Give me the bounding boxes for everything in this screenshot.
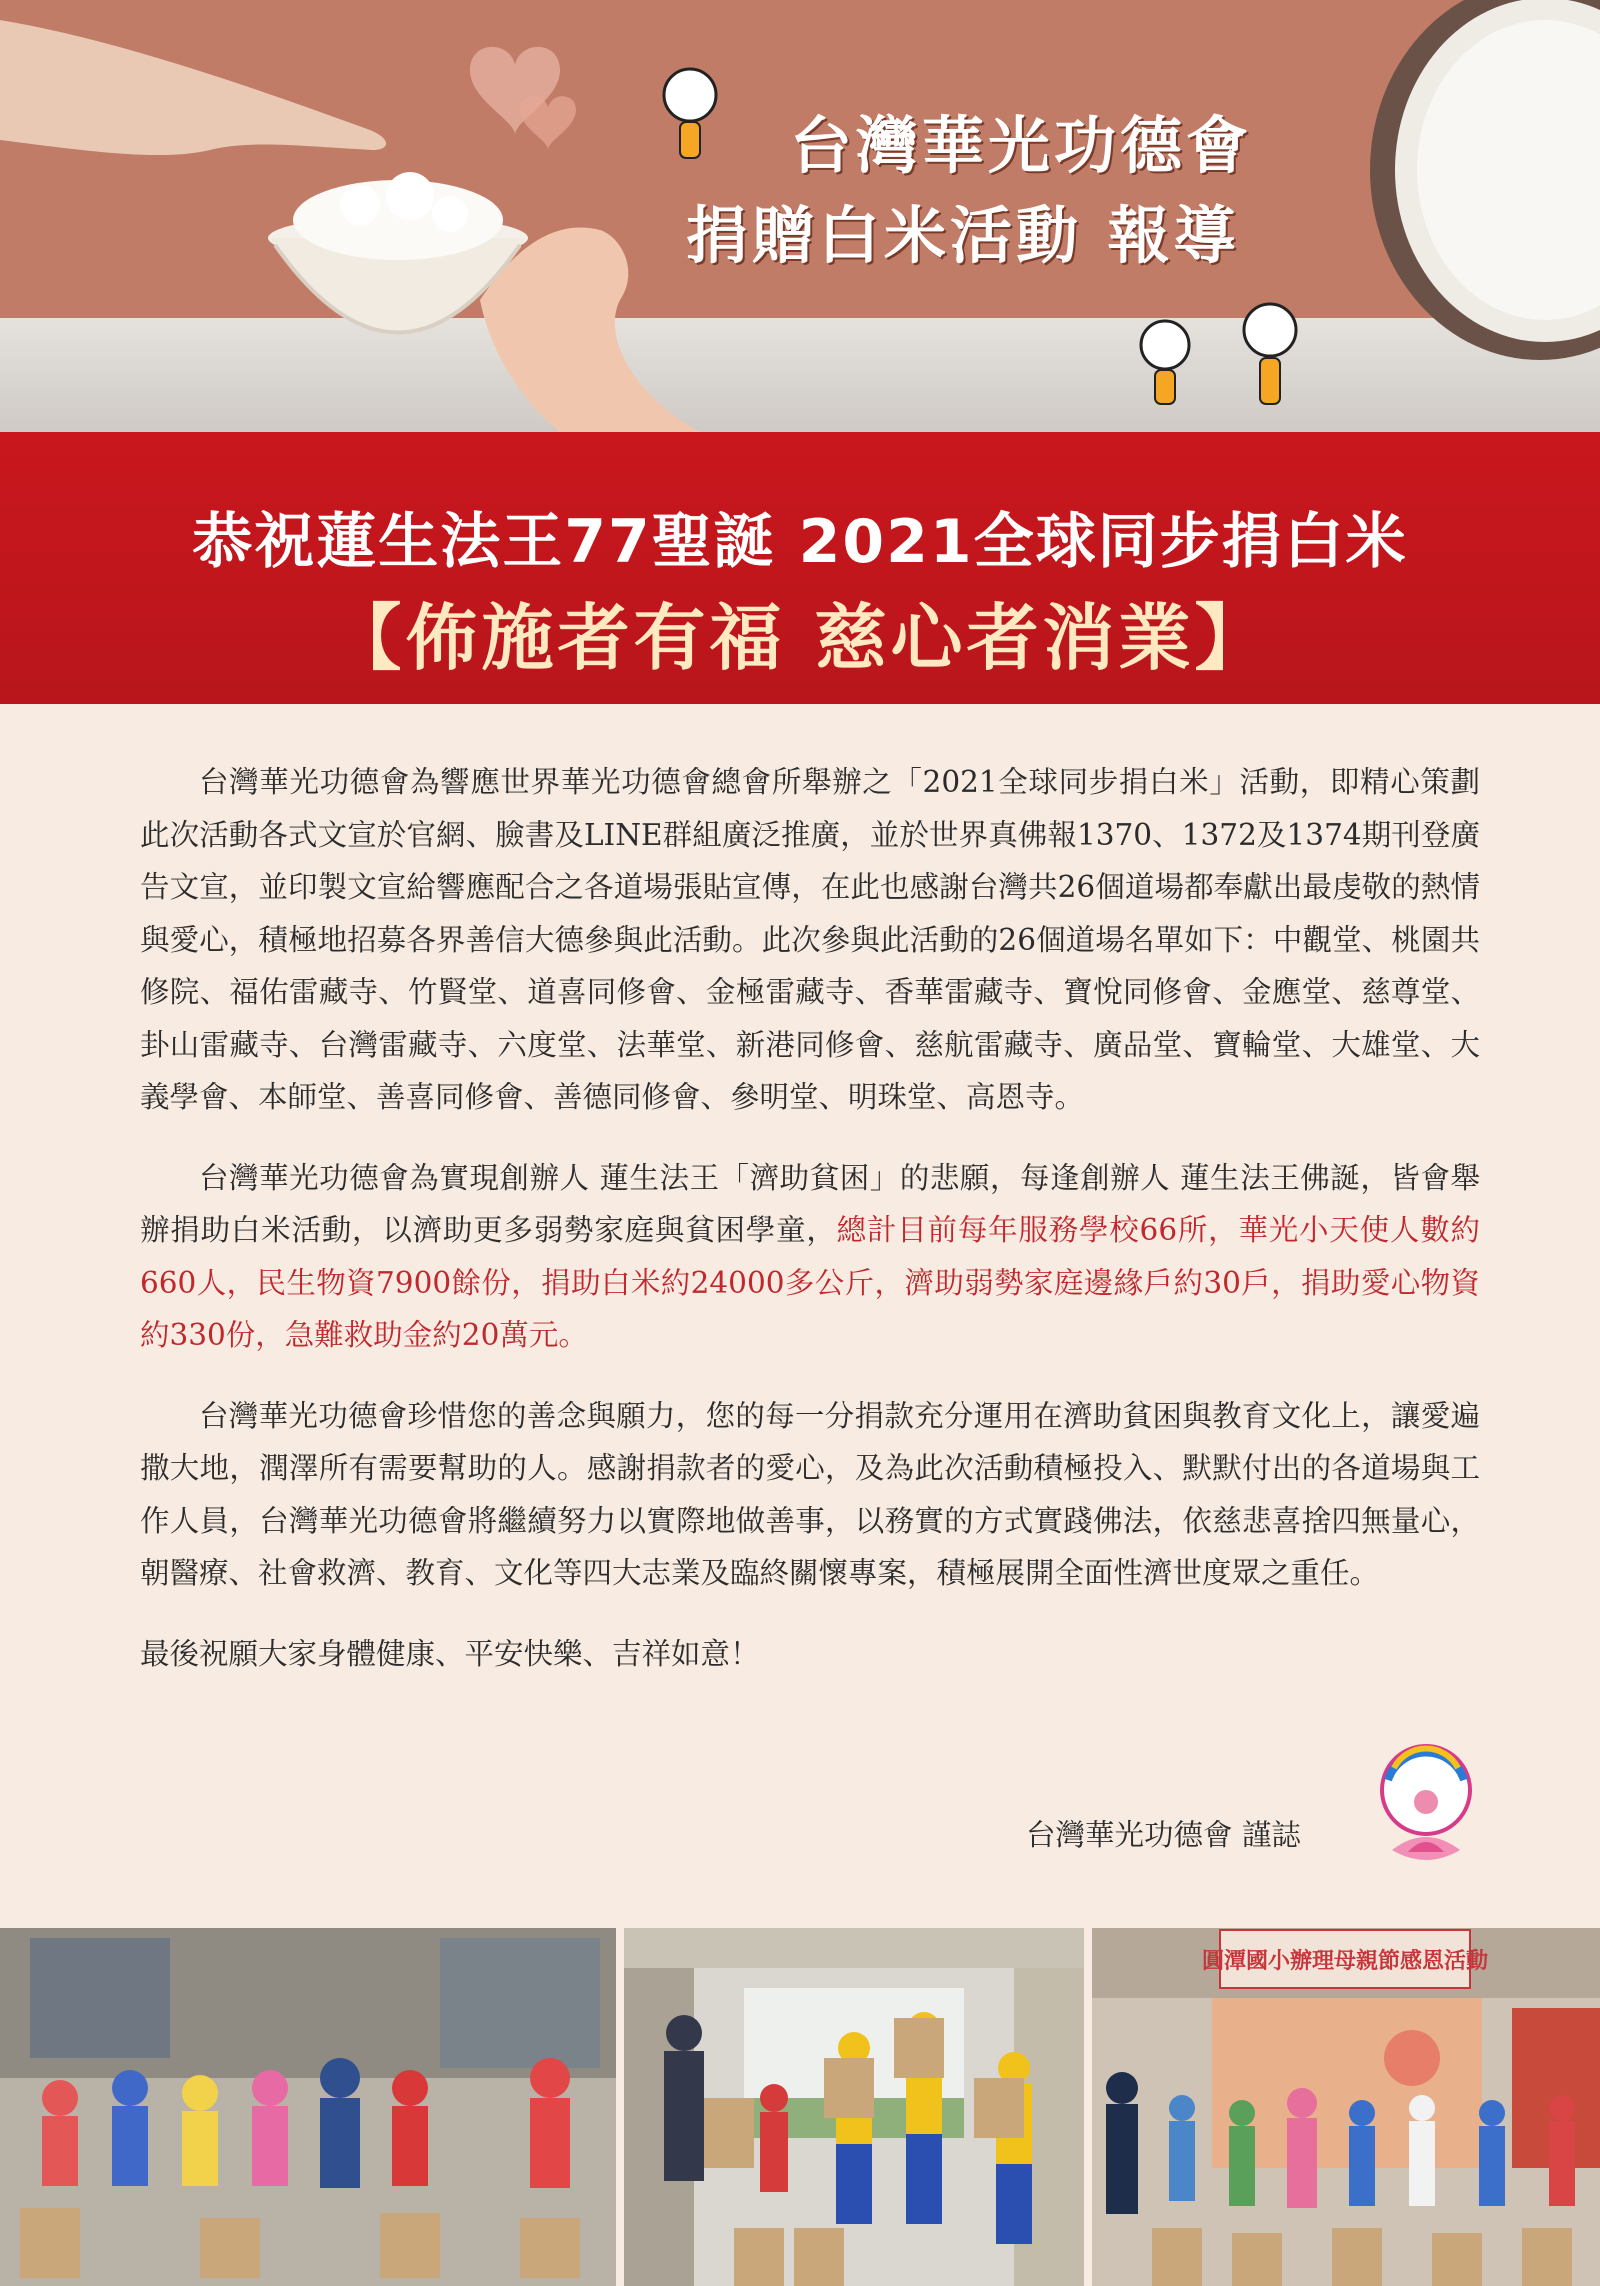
- event-photo: [0, 1928, 616, 2286]
- header-title-line2: 捐贈白米活動 報導: [686, 199, 1240, 272]
- heart-icon: [520, 96, 576, 150]
- highlight-statistics: 總計目前每年服務學校66所，華光小天使人數約660人，民生物資7900餘份，捐助白米約24000多公斤，濟助弱勢家庭邊緣戶約30戶，捐助愛心物資約330份，急難救助金約20萬元。: [140, 1213, 1480, 1352]
- cartoon-character-icon: [1244, 304, 1296, 356]
- closing-blessing: 最後祝願大家身體健康、平安快樂、吉祥如意！: [140, 1636, 760, 1671]
- cartoon-character-icon: [664, 69, 716, 121]
- hand-illustration: [0, 20, 386, 155]
- header-title-line1: 台灣華光功德會: [790, 109, 1253, 182]
- article-body: [140, 756, 1480, 1680]
- photo-strip: [0, 1928, 1600, 2286]
- organization-seal: [1374, 1740, 1478, 1876]
- event-photo: [624, 1928, 1084, 2286]
- header-banner: [0, 0, 1600, 432]
- red-banner: [0, 432, 1600, 704]
- event-photo: [1092, 1928, 1600, 2286]
- event-sign-text: 圓潭國小辦理母親節感恩活動: [1201, 1949, 1489, 1974]
- paragraph-text: 台灣華光功德會為實現創辦人 蓮生法王「濟助貧困」的悲願，每逢創辦人 蓮生法王佛誕，皆會舉辦捐助白米活動，以濟助更多弱勢家庭與貧困學童，: [140, 1160, 1480, 1247]
- signature: 台灣華光功德會 謹誌: [1026, 1818, 1301, 1852]
- banner-slogan: 【佈施者有福 慈心者消業】: [329, 596, 1271, 680]
- banner-headline: 恭祝蓮生法王77聖誕 2021全球同步捐白米: [192, 507, 1408, 577]
- cartoon-character-icon: [1141, 321, 1189, 369]
- article-paragraph: 台灣華光功德會為響應世界華光功德會總會所舉辦之「2021全球同步捐白米」活動，即精心策劃此次活動各式文宣於官網、臉書及LINE群組廣泛推廣，並於世界真佛報1370、1372及1374期刊登廣告文宣，並印製文宣給響應配合之各道場張貼宣傳，在此也感謝台灣共26個道場都奉獻出最虔敬的熱情與愛心，積極地招募各界善信大德參與此活動。此次參與此活動的26個道場名單如下：中觀堂、桃園共修院、福佑雷藏寺、竹賢堂、道喜同修會、金極雷藏寺、香華雷藏寺、寶悅同修會、金應堂、慈尊堂、卦山雷藏寺、台灣雷藏寺、六度堂、法華堂、新港同修會、慈航雷藏寺、廣品堂、寶輪堂、大雄堂、大義學會、本師堂、善喜同修會、善德同修會、參明堂、明珠堂、高恩寺。: [140, 765, 1480, 1114]
- article-paragraph: 台灣華光功德會珍惜您的善念與願力，您的每一分捐款充分運用在濟助貧困與教育文化上，讓愛遍撒大地，潤澤所有需要幫助的人。感謝捐款者的愛心，及為此次活動積極投入、默默付出的各道場與工作人員，台灣華光功德會將繼續努力以實際地做善事，以務實的方式實踐佛法，依慈悲喜捨四無量心，朝醫療、社會救濟、教育、文化等四大志業及臨終關懷專案，積極展開全面性濟世度眾之重任。: [140, 1398, 1480, 1590]
- article-paragraph: [140, 1152, 1480, 1362]
